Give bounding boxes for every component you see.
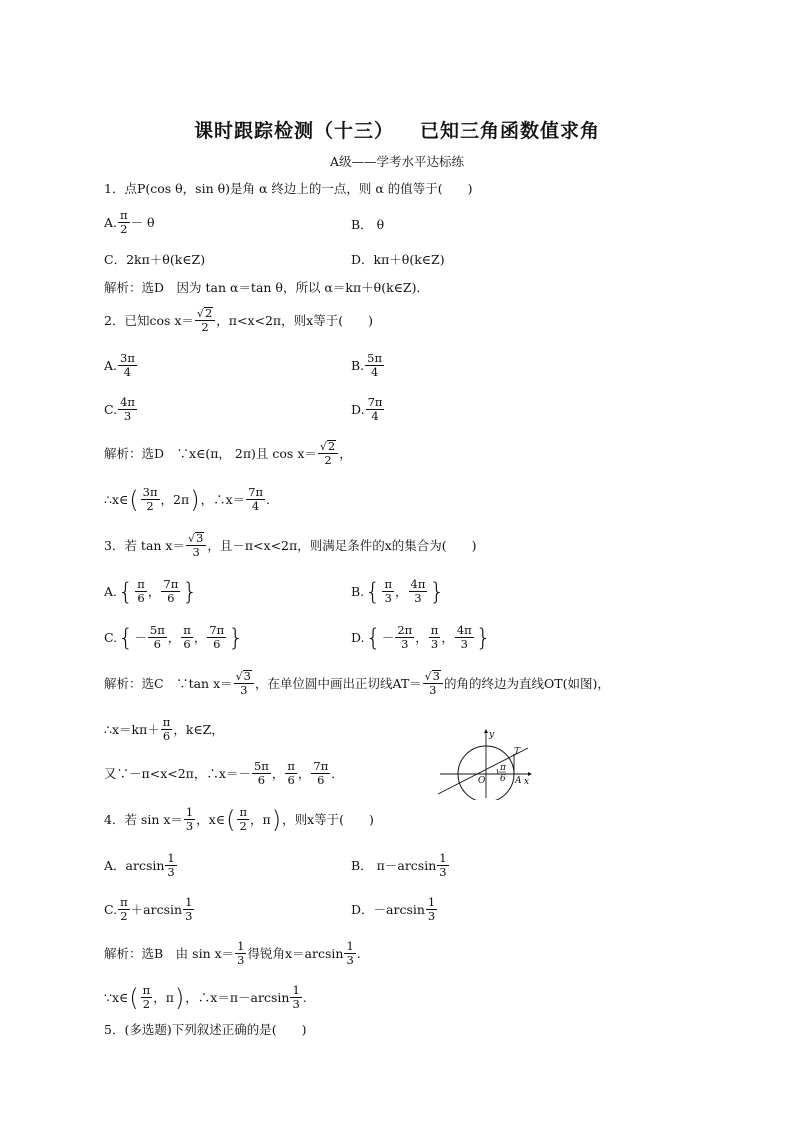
x-axis-arrow — [528, 772, 532, 776]
q3-solution-line3: 又∵－π<x<2π，∴x＝－ $\frac{5\pi}{6}$ ， $\frac{\pi}{6}$ ， $\frac{7\pi}{6}$ ． — [104, 759, 344, 787]
q1-option-d: D．kπ＋θ(k∈Z) — [351, 252, 445, 267]
label-T: T — [514, 747, 521, 757]
angle-arc — [497, 769, 498, 774]
q2-stem: 2．已知cos x＝ √ 2 2 ，π<x<2π，则x等于( ) — [104, 306, 373, 334]
q5-stem: 5．(多选题)下列叙述正确的是( ) — [104, 1022, 307, 1037]
q4-option-b: B． π－arcsin $\frac{1}{3}$ — [351, 851, 447, 879]
q4-solution-line1: 解析：选B 由 sin x＝ $\frac{1}{3}$ 得锐角x＝arcsin $\frac{1}{3}$ . — [104, 939, 361, 967]
q3-solution-line2: ∴x＝kπ＋ $\frac{\pi}{6}$ ，k∈Z， — [104, 715, 224, 743]
q2-option-c: C. $\frac{4\pi}{3}$ — [104, 395, 135, 423]
q1-option-a: A. $\frac{\pi}{2}$ － θ — [104, 208, 155, 236]
q1-option-c: C．2kπ＋θ(k∈Z) — [104, 252, 206, 267]
label-x: x — [524, 777, 530, 787]
label-O: O — [478, 776, 486, 786]
angle-label-num: π — [500, 763, 506, 773]
q4-option-a: A．arcsin $\frac{1}{3}$ — [104, 851, 175, 879]
q4-stem: 4．若 sin x＝ $\frac{1}{3}$ ，x∈ ( $\frac{\pi}{2}$ ，π ) ，则x等于( ) — [104, 805, 374, 834]
y-axis-arrow — [484, 729, 488, 733]
page-title: 课时跟踪检测（十三） 已知三角函数值求角 — [193, 120, 601, 142]
label-A: A — [515, 776, 522, 786]
q1-option-b: B． θ — [351, 217, 385, 232]
q3-option-a: A. { $\frac{\pi}{6}$ ， $\frac{7\pi}{6}$ } — [104, 577, 198, 606]
q2-option-b: B. $\frac{5\pi}{4}$ — [351, 351, 383, 379]
q2-option-a: A. $\frac{3\pi}{4}$ — [104, 351, 135, 379]
label-y: y — [489, 730, 495, 740]
q2-solution-line1: 解析：选D ∵x∈(π， 2π)且 cos x＝ √ 2 2 ， — [104, 439, 352, 467]
q4-solution-line2: ∵x∈ ( $\frac{\pi}{2}$ ，π ) ，∴x＝π－arcsin $\frac{1}{3}$ . — [104, 983, 307, 1012]
q1-stem: 1．点P(cos θ，sin θ)是角 α 终边上的一点，则 α 的值等于( ) — [104, 181, 473, 196]
q3-stem: 3．若 tan x＝ √ 3 3 ，且－π<x<2π，则满足条件的x的集合为( ) — [104, 531, 477, 559]
q3-option-d: D. { － $\frac{2\pi}{3}$ ， $\frac{\pi}{3}$ ， $\frac{4\pi}{3}$ } — [351, 623, 491, 652]
q3-option-c: C. { － $\frac{5\pi}{6}$ ， $\frac{\pi}{6}$ ， $\frac{7\pi}{6}$ } — [104, 623, 244, 652]
q1-solution: 解析：选D 因为 tan α＝tan θ，所以 α＝kπ＋θ(k∈Z)． — [104, 280, 429, 295]
q3-solution-line1: 解析：选C ∵tan x＝ √ 3 3 ，在单位圆中画出正切线AT＝ √ 3 3 的角的终边为直线OT(如图)， — [104, 669, 610, 697]
angle-label-den: 6 — [500, 774, 506, 784]
q2-solution-line2: ∴x∈ ( $\frac{3\pi}{2}$ ，2π ) ，∴x＝ $\frac{7\pi}{4}$ . — [104, 485, 270, 514]
q4-option-d: D．－arcsin $\frac{1}{3}$ — [351, 895, 436, 923]
unit-circle-figure — [436, 728, 532, 800]
q4-option-c: C. $\frac{\pi}{2}$ ＋arcsin $\frac{1}{3}$ — [104, 895, 193, 923]
q3-option-b: B. { $\frac{\pi}{3}$ ， $\frac{4\pi}{3}$ } — [351, 577, 445, 606]
page-subtitle: A级——学考水平达标练 — [329, 154, 465, 169]
q2-option-d: D. $\frac{7\pi}{4}$ — [351, 395, 383, 423]
